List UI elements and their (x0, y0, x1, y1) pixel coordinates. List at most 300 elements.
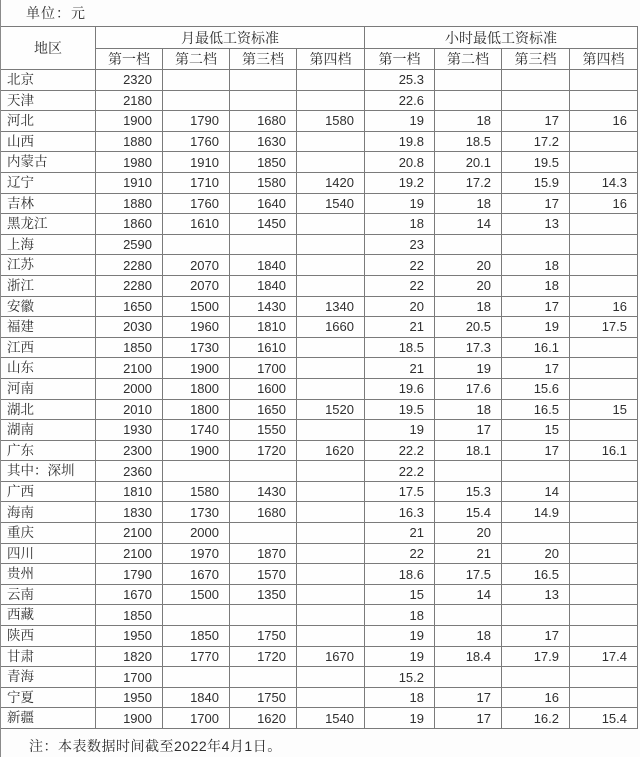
table-header-tier-row (1, 49, 638, 70)
monthly-value-cell: 1800 (163, 378, 230, 399)
hourly-value-cell (570, 255, 638, 276)
hourly-value-cell: 16.5 (502, 399, 570, 420)
monthly-value-cell (230, 667, 297, 688)
table-row (1, 275, 638, 296)
monthly-value-cell (230, 605, 297, 626)
hourly-value-cell: 23 (365, 234, 435, 255)
monthly-value-cell (230, 234, 297, 255)
monthly-value-cell: 2300 (96, 440, 163, 461)
hourly-value-cell (570, 275, 638, 296)
hourly-value-cell: 14.3 (570, 172, 638, 193)
monthly-value-cell: 1670 (96, 584, 163, 605)
region-cell: 广西 (1, 481, 96, 502)
monthly-value-cell: 1500 (163, 296, 230, 317)
monthly-value-cell (297, 275, 365, 296)
monthly-value-cell: 1580 (163, 481, 230, 502)
hourly-value-cell: 17 (502, 193, 570, 214)
monthly-value-cell (230, 70, 297, 91)
monthly-value-cell: 1760 (163, 193, 230, 214)
monthly-value-cell: 1850 (163, 626, 230, 647)
monthly-value-cell (297, 584, 365, 605)
table-row (1, 90, 638, 111)
monthly-value-cell: 1810 (230, 317, 297, 338)
hourly-value-cell: 15 (502, 420, 570, 441)
monthly-value-cell (297, 543, 365, 564)
region-cell: 湖北 (1, 399, 96, 420)
monthly-value-cell: 1750 (230, 626, 297, 647)
monthly-wage-group-header: 月最低工资标准 (96, 27, 365, 49)
region-cell: 重庆 (1, 523, 96, 544)
monthly-value-cell: 1900 (96, 111, 163, 132)
monthly-value-cell: 1610 (230, 337, 297, 358)
hourly-value-cell: 25.3 (365, 70, 435, 91)
monthly-value-cell: 1540 (297, 708, 365, 729)
hourly-value-cell (570, 584, 638, 605)
region-cell: 宁夏 (1, 687, 96, 708)
region-column-header: 地区 (1, 27, 96, 70)
monthly-value-cell: 2280 (96, 275, 163, 296)
hourly-value-cell: 22 (365, 255, 435, 276)
monthly-value-cell: 1350 (230, 584, 297, 605)
hourly-value-cell: 17.6 (435, 378, 502, 399)
region-cell: 江西 (1, 337, 96, 358)
region-cell: 江苏 (1, 255, 96, 276)
hourly-value-cell: 14 (435, 584, 502, 605)
hourly-value-cell (502, 605, 570, 626)
monthly-value-cell (163, 70, 230, 91)
monthly-value-cell: 1930 (96, 420, 163, 441)
hourly-value-cell (435, 605, 502, 626)
region-cell: 安徽 (1, 296, 96, 317)
minimum-wage-table (0, 26, 638, 729)
monthly-value-cell (297, 420, 365, 441)
table-row (1, 461, 638, 482)
monthly-value-cell: 1790 (163, 111, 230, 132)
hourly-value-cell: 17.9 (502, 646, 570, 667)
hourly-value-cell: 16.1 (502, 337, 570, 358)
monthly-value-cell: 1800 (163, 399, 230, 420)
table-row (1, 131, 638, 152)
monthly-value-cell: 2280 (96, 255, 163, 276)
monthly-tier1-header: 第一档 (96, 49, 163, 70)
hourly-value-cell: 18 (435, 111, 502, 132)
monthly-value-cell: 1870 (230, 543, 297, 564)
hourly-value-cell: 20.5 (435, 317, 502, 338)
table-row (1, 234, 638, 255)
table-row (1, 502, 638, 523)
monthly-value-cell (297, 255, 365, 276)
monthly-value-cell: 2000 (163, 523, 230, 544)
table-row (1, 543, 638, 564)
monthly-value-cell: 1850 (96, 337, 163, 358)
table-row (1, 296, 638, 317)
region-cell: 新疆 (1, 708, 96, 729)
monthly-value-cell (297, 70, 365, 91)
region-cell: 山东 (1, 358, 96, 379)
region-cell: 河南 (1, 378, 96, 399)
hourly-value-cell: 17 (502, 111, 570, 132)
monthly-value-cell (163, 667, 230, 688)
region-cell: 黑龙江 (1, 214, 96, 235)
monthly-value-cell: 2030 (96, 317, 163, 338)
hourly-value-cell: 19 (365, 646, 435, 667)
table-row (1, 626, 638, 647)
hourly-value-cell (435, 234, 502, 255)
monthly-value-cell: 1950 (96, 687, 163, 708)
monthly-value-cell (297, 131, 365, 152)
monthly-value-cell: 2100 (96, 358, 163, 379)
hourly-value-cell: 18 (365, 687, 435, 708)
hourly-value-cell: 15.9 (502, 172, 570, 193)
monthly-value-cell: 2070 (163, 255, 230, 276)
hourly-value-cell: 15.3 (435, 481, 502, 502)
hourly-value-cell: 21 (365, 358, 435, 379)
monthly-value-cell: 1650 (230, 399, 297, 420)
monthly-value-cell (297, 502, 365, 523)
monthly-value-cell: 1570 (230, 564, 297, 585)
hourly-value-cell: 22 (365, 543, 435, 564)
table-row (1, 193, 638, 214)
hourly-value-cell (570, 70, 638, 91)
hourly-value-cell: 13 (502, 584, 570, 605)
region-cell: 四川 (1, 543, 96, 564)
hourly-value-cell (502, 523, 570, 544)
hourly-value-cell: 18.6 (365, 564, 435, 585)
hourly-value-cell: 19.5 (502, 152, 570, 173)
table-row (1, 214, 638, 235)
hourly-value-cell: 21 (365, 317, 435, 338)
table-row (1, 111, 638, 132)
hourly-tier1-header: 第一档 (365, 49, 435, 70)
hourly-value-cell: 21 (365, 523, 435, 544)
hourly-value-cell: 17.5 (435, 564, 502, 585)
monthly-tier2-header: 第二档 (163, 49, 230, 70)
unit-label: 单位：元 (26, 5, 86, 21)
monthly-tier4-header: 第四档 (297, 49, 365, 70)
hourly-value-cell (435, 70, 502, 91)
monthly-value-cell: 1600 (230, 378, 297, 399)
region-cell: 其中：深圳 (1, 461, 96, 482)
region-cell: 河北 (1, 111, 96, 132)
monthly-value-cell: 1740 (163, 420, 230, 441)
hourly-tier2-header: 第二档 (435, 49, 502, 70)
monthly-value-cell: 1670 (297, 646, 365, 667)
monthly-value-cell (297, 523, 365, 544)
hourly-value-cell: 14 (502, 481, 570, 502)
table-row (1, 667, 638, 688)
hourly-value-cell (570, 152, 638, 173)
monthly-value-cell: 1700 (96, 667, 163, 688)
region-cell: 云南 (1, 584, 96, 605)
monthly-value-cell: 1880 (96, 131, 163, 152)
monthly-value-cell: 1500 (163, 584, 230, 605)
monthly-value-cell (297, 337, 365, 358)
hourly-value-cell (570, 687, 638, 708)
monthly-value-cell: 1840 (163, 687, 230, 708)
hourly-value-cell: 19 (435, 358, 502, 379)
hourly-value-cell (570, 337, 638, 358)
monthly-value-cell (163, 90, 230, 111)
monthly-value-cell (163, 234, 230, 255)
region-cell: 山西 (1, 131, 96, 152)
hourly-value-cell: 15 (365, 584, 435, 605)
hourly-value-cell: 20.1 (435, 152, 502, 173)
monthly-value-cell: 1620 (297, 440, 365, 461)
table-body (1, 70, 638, 729)
table-row (1, 337, 638, 358)
hourly-value-cell: 22 (365, 275, 435, 296)
monthly-value-cell: 1830 (96, 502, 163, 523)
monthly-value-cell: 1430 (230, 481, 297, 502)
monthly-value-cell: 1720 (230, 646, 297, 667)
table-row (1, 481, 638, 502)
hourly-value-cell (570, 461, 638, 482)
monthly-value-cell: 1840 (230, 275, 297, 296)
hourly-value-cell (502, 70, 570, 91)
hourly-value-cell: 17 (502, 296, 570, 317)
monthly-value-cell: 1650 (96, 296, 163, 317)
monthly-value-cell (297, 687, 365, 708)
hourly-value-cell: 17 (502, 626, 570, 647)
monthly-tier3-header: 第三档 (230, 49, 297, 70)
hourly-value-cell: 15 (570, 399, 638, 420)
region-cell: 甘肃 (1, 646, 96, 667)
hourly-value-cell: 17 (435, 420, 502, 441)
monthly-value-cell (297, 214, 365, 235)
hourly-value-cell (570, 234, 638, 255)
monthly-value-cell: 1550 (230, 420, 297, 441)
monthly-value-cell: 1900 (96, 708, 163, 729)
hourly-value-cell (570, 131, 638, 152)
hourly-value-cell: 17.4 (570, 646, 638, 667)
region-cell: 天津 (1, 90, 96, 111)
region-cell: 福建 (1, 317, 96, 338)
monthly-value-cell: 1850 (96, 605, 163, 626)
monthly-value-cell: 1900 (163, 440, 230, 461)
monthly-value-cell (297, 152, 365, 173)
monthly-value-cell: 2070 (163, 275, 230, 296)
hourly-value-cell (435, 667, 502, 688)
hourly-value-cell: 18 (435, 296, 502, 317)
monthly-value-cell: 1840 (230, 255, 297, 276)
table-row (1, 646, 638, 667)
monthly-value-cell: 1790 (96, 564, 163, 585)
hourly-value-cell: 20 (435, 523, 502, 544)
monthly-value-cell: 1700 (163, 708, 230, 729)
monthly-value-cell (163, 461, 230, 482)
monthly-value-cell: 1760 (163, 131, 230, 152)
table-row (1, 708, 638, 729)
monthly-value-cell: 1610 (163, 214, 230, 235)
table-row (1, 358, 638, 379)
hourly-value-cell: 17 (435, 687, 502, 708)
monthly-value-cell: 1750 (230, 687, 297, 708)
monthly-value-cell: 2180 (96, 90, 163, 111)
region-cell: 广东 (1, 440, 96, 461)
monthly-value-cell: 1730 (163, 502, 230, 523)
hourly-value-cell (435, 90, 502, 111)
hourly-value-cell: 20 (435, 275, 502, 296)
table-row (1, 584, 638, 605)
hourly-value-cell (502, 667, 570, 688)
monthly-value-cell: 1680 (230, 502, 297, 523)
hourly-value-cell: 18 (502, 275, 570, 296)
table-row (1, 564, 638, 585)
hourly-value-cell: 16 (502, 687, 570, 708)
monthly-value-cell: 1820 (96, 646, 163, 667)
hourly-value-cell (570, 543, 638, 564)
monthly-value-cell: 2590 (96, 234, 163, 255)
footnote: 注：本表数据时间截至2022年4月1日。 (29, 738, 282, 754)
region-cell: 西藏 (1, 605, 96, 626)
hourly-value-cell: 16.2 (502, 708, 570, 729)
hourly-value-cell: 18 (365, 605, 435, 626)
hourly-value-cell: 16.3 (365, 502, 435, 523)
monthly-value-cell (230, 523, 297, 544)
hourly-value-cell: 21 (435, 543, 502, 564)
hourly-value-cell: 19.8 (365, 131, 435, 152)
hourly-value-cell (570, 523, 638, 544)
monthly-value-cell: 1970 (163, 543, 230, 564)
region-cell: 浙江 (1, 275, 96, 296)
hourly-value-cell: 17.2 (502, 131, 570, 152)
region-cell: 青海 (1, 667, 96, 688)
hourly-value-cell: 19 (365, 626, 435, 647)
hourly-value-cell: 19 (365, 420, 435, 441)
hourly-value-cell: 15.6 (502, 378, 570, 399)
hourly-value-cell: 22.6 (365, 90, 435, 111)
region-cell: 贵州 (1, 564, 96, 585)
region-cell: 北京 (1, 70, 96, 91)
hourly-value-cell: 18 (435, 193, 502, 214)
hourly-value-cell (570, 378, 638, 399)
monthly-value-cell (297, 667, 365, 688)
hourly-value-cell: 16 (570, 193, 638, 214)
monthly-value-cell (297, 461, 365, 482)
monthly-value-cell: 1580 (230, 172, 297, 193)
monthly-value-cell: 1700 (230, 358, 297, 379)
hourly-value-cell (570, 481, 638, 502)
region-cell: 辽宁 (1, 172, 96, 193)
monthly-value-cell: 1810 (96, 481, 163, 502)
hourly-value-cell: 15.4 (435, 502, 502, 523)
monthly-value-cell: 1880 (96, 193, 163, 214)
table-row (1, 605, 638, 626)
monthly-value-cell: 1710 (163, 172, 230, 193)
hourly-value-cell: 19.6 (365, 378, 435, 399)
hourly-value-cell (570, 214, 638, 235)
hourly-value-cell: 16 (570, 296, 638, 317)
monthly-value-cell: 1340 (297, 296, 365, 317)
hourly-value-cell: 20 (435, 255, 502, 276)
hourly-value-cell: 22.2 (365, 440, 435, 461)
hourly-value-cell: 17.2 (435, 172, 502, 193)
monthly-value-cell (163, 605, 230, 626)
hourly-value-cell: 17 (502, 358, 570, 379)
hourly-value-cell: 17.5 (365, 481, 435, 502)
monthly-value-cell: 1660 (297, 317, 365, 338)
hourly-value-cell: 17 (435, 708, 502, 729)
table-header-group-row (1, 27, 638, 49)
monthly-value-cell (297, 481, 365, 502)
monthly-value-cell: 2100 (96, 523, 163, 544)
monthly-value-cell: 1950 (96, 626, 163, 647)
hourly-value-cell: 18 (435, 399, 502, 420)
hourly-value-cell: 22.2 (365, 461, 435, 482)
hourly-value-cell (570, 420, 638, 441)
hourly-value-cell: 18 (365, 214, 435, 235)
table-row (1, 523, 638, 544)
monthly-value-cell (297, 605, 365, 626)
hourly-value-cell: 14 (435, 214, 502, 235)
monthly-value-cell (297, 564, 365, 585)
monthly-value-cell: 1910 (96, 172, 163, 193)
hourly-value-cell (502, 90, 570, 111)
monthly-value-cell: 1640 (230, 193, 297, 214)
hourly-value-cell: 15.4 (570, 708, 638, 729)
region-cell: 上海 (1, 234, 96, 255)
hourly-value-cell: 20 (502, 543, 570, 564)
hourly-value-cell: 13 (502, 214, 570, 235)
hourly-value-cell: 20 (365, 296, 435, 317)
hourly-value-cell: 19 (365, 111, 435, 132)
monthly-value-cell (297, 626, 365, 647)
monthly-value-cell: 1900 (163, 358, 230, 379)
monthly-value-cell: 1630 (230, 131, 297, 152)
hourly-value-cell: 17.3 (435, 337, 502, 358)
monthly-value-cell: 1670 (163, 564, 230, 585)
hourly-value-cell: 19 (365, 193, 435, 214)
monthly-value-cell (230, 90, 297, 111)
hourly-value-cell: 18.1 (435, 440, 502, 461)
monthly-value-cell: 1520 (297, 399, 365, 420)
table-row (1, 687, 638, 708)
monthly-value-cell: 1450 (230, 214, 297, 235)
monthly-value-cell: 1540 (297, 193, 365, 214)
hourly-value-cell: 20.8 (365, 152, 435, 173)
monthly-value-cell: 2360 (96, 461, 163, 482)
monthly-value-cell: 1960 (163, 317, 230, 338)
table-row (1, 420, 638, 441)
hourly-value-cell (435, 461, 502, 482)
hourly-value-cell: 19 (365, 708, 435, 729)
hourly-value-cell: 17 (502, 440, 570, 461)
hourly-value-cell: 17.5 (570, 317, 638, 338)
hourly-value-cell: 16 (570, 111, 638, 132)
hourly-value-cell: 19.5 (365, 399, 435, 420)
monthly-value-cell: 1910 (163, 152, 230, 173)
monthly-value-cell: 1850 (230, 152, 297, 173)
hourly-value-cell: 18 (502, 255, 570, 276)
monthly-value-cell: 2100 (96, 543, 163, 564)
monthly-value-cell: 1720 (230, 440, 297, 461)
hourly-value-cell: 19 (502, 317, 570, 338)
hourly-value-cell (570, 626, 638, 647)
hourly-value-cell (570, 667, 638, 688)
table-row (1, 399, 638, 420)
hourly-value-cell: 15.2 (365, 667, 435, 688)
region-cell: 海南 (1, 502, 96, 523)
monthly-value-cell (230, 461, 297, 482)
hourly-value-cell (570, 90, 638, 111)
region-cell: 陕西 (1, 626, 96, 647)
table-row (1, 317, 638, 338)
monthly-value-cell: 1680 (230, 111, 297, 132)
table-row (1, 378, 638, 399)
monthly-value-cell: 1980 (96, 152, 163, 173)
monthly-value-cell (297, 234, 365, 255)
hourly-value-cell: 18.5 (365, 337, 435, 358)
